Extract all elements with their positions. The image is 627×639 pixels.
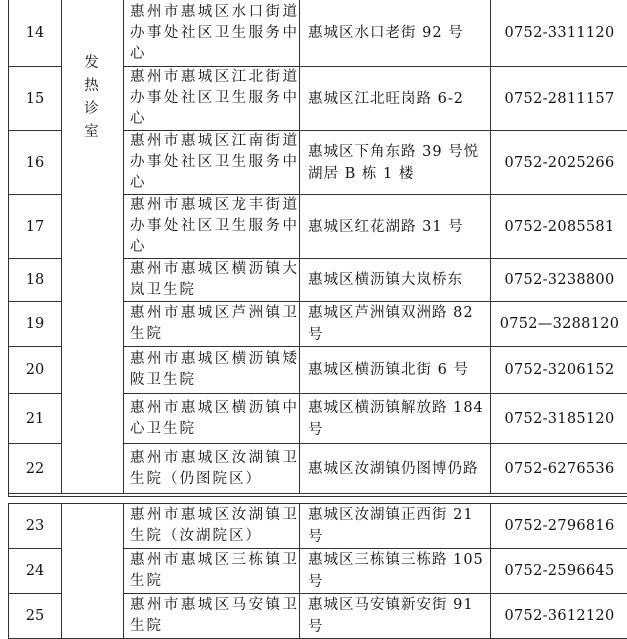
institution-name: 惠州市惠城区横沥镇中心卫生院 <box>124 394 300 444</box>
institution-phone: 0752-2085581 <box>491 195 627 259</box>
row-number: 25 <box>9 594 62 639</box>
row-number: 19 <box>9 302 62 347</box>
row-number: 14 <box>9 0 62 67</box>
institution-phone: 0752-2025266 <box>491 131 627 195</box>
category-cell <box>62 0 124 494</box>
row-number: 17 <box>9 195 62 259</box>
institution-name: 惠州市惠城区龙丰街道办事处社区卫生服务中心 <box>124 195 300 259</box>
row-number: 21 <box>9 394 62 444</box>
institution-name: 惠州市惠城区汝湖镇卫生院（汝湖院区） <box>124 504 300 549</box>
institution-address: 惠城区三栋镇三栋路 105 号 <box>300 549 491 594</box>
institution-phone: 0752—3288120 <box>491 302 627 347</box>
institution-address: 惠城区江北旺岗路 6-2 <box>300 67 491 131</box>
row-number: 22 <box>9 444 62 494</box>
institution-name: 惠州市惠城区汝湖镇卫生院（仍图院区） <box>124 444 300 494</box>
institution-address: 惠城区芦洲镇双洲路 82 号 <box>300 302 491 347</box>
institution-phone: 0752-3206152 <box>491 347 627 394</box>
institution-name: 惠州市惠城区横沥镇矮陂卫生院 <box>124 347 300 394</box>
page-break-line <box>8 496 627 497</box>
category-label: 发热诊室 <box>78 52 108 144</box>
institution-name: 惠州市惠城区芦洲镇卫生院 <box>124 302 300 347</box>
institution-address: 惠城区红花湖路 31 号 <box>300 195 491 259</box>
institution-address: 惠城区横沥镇北街 6 号 <box>300 347 491 394</box>
institution-name: 惠州市惠城区江南街道办事处社区卫生服务中心 <box>124 131 300 195</box>
institution-name: 惠州市惠城区水口街道办事处社区卫生服务中心 <box>124 0 300 67</box>
row-number: 15 <box>9 67 62 131</box>
institution-phone: 0752-3612120 <box>491 594 627 639</box>
institution-phone: 0752-2796816 <box>491 504 627 549</box>
institution-address: 惠城区汝湖镇仍图博仍路 <box>300 444 491 494</box>
institution-address: 惠城区水口老街 92 号 <box>300 0 491 67</box>
category-cell-empty <box>62 504 124 639</box>
institution-name: 惠州市惠城区横沥镇大岚卫生院 <box>124 259 300 302</box>
institution-phone: 0752-3311120 <box>491 0 627 67</box>
row-number: 24 <box>9 549 62 594</box>
clinic-table-part1 <box>8 0 627 494</box>
clinic-table-part2 <box>8 503 627 639</box>
row-number: 23 <box>9 504 62 549</box>
institution-name: 惠州市惠城区马安镇卫生院 <box>124 594 300 639</box>
institution-name: 惠州市惠城区江北街道办事处社区卫生服务中心 <box>124 67 300 131</box>
table-row <box>9 0 627 67</box>
institution-phone: 0752-2596645 <box>491 549 627 594</box>
row-number: 18 <box>9 259 62 302</box>
institution-phone: 0752-3185120 <box>491 394 627 444</box>
institution-phone: 0752-6276536 <box>491 444 627 494</box>
institution-phone: 0752-3238800 <box>491 259 627 302</box>
institution-name: 惠州市惠城区三栋镇卫生院 <box>124 549 300 594</box>
institution-address: 惠城区横沥镇解放路 184 号 <box>300 394 491 444</box>
institution-address: 惠城区汝湖镇正西街 21 号 <box>300 504 491 549</box>
row-number: 16 <box>9 131 62 195</box>
institution-phone: 0752-2811157 <box>491 67 627 131</box>
row-number: 20 <box>9 347 62 394</box>
institution-address: 惠城区横沥镇大岚桥东 <box>300 259 491 302</box>
institution-address: 惠城区下角东路 39 号悦湖居 B 栋 1 楼 <box>300 131 491 195</box>
page-break-edge <box>8 489 9 497</box>
table-row <box>9 504 627 549</box>
institution-address: 惠城区马安镇新安街 91 号 <box>300 594 491 639</box>
